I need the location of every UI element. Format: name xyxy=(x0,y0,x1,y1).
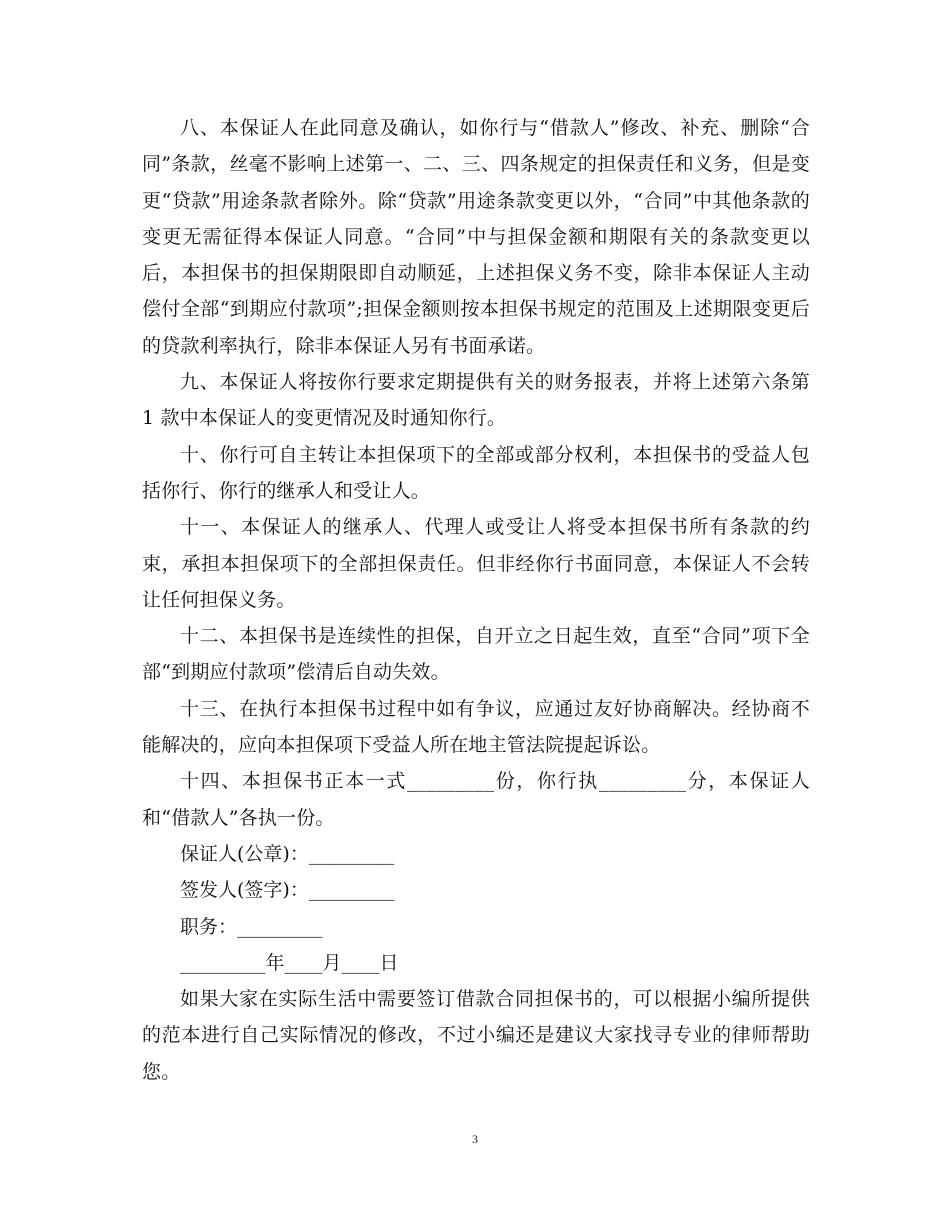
clause-10-paragraph: 十、你行可自主转让本担保项下的全部或部分权利，本担保书的受益人包括你行、你行的继承人和受让人。 xyxy=(142,443,810,502)
clause-9-paragraph: 九、本保证人将按你行要求定期提供有关的财务报表，并将上述第六条第 1 款中本保证人的变更情况及时通知你行。 xyxy=(142,371,810,430)
guarantor-seal-line: 保证人(公章)：_________ xyxy=(180,842,395,865)
position-line: 职务：_________ xyxy=(180,915,323,938)
page-number: 3 xyxy=(472,1132,478,1146)
clause-13-paragraph: 十三、在执行本担保书过程中如有争议，应通过友好协商解决。经协商不能解决的，应向本担保项下受益人所在地主管法院提起诉讼。 xyxy=(142,697,810,757)
closing-paragraph: 如果大家在实际生活中需要签订借款合同担保书的，可以根据小编所提供的范本进行自己实际情况的修改，不过小编还是建议大家找寻专业的律师帮助您。 xyxy=(142,988,810,1083)
clause-8-paragraph: 八、本保证人在此同意及确认，如你行与“借款人”修改、补充、删除“合同”条款，丝毫不影响上述第一、二、三、四条规定的担保责任和义务，但是变更“贷款”用途条款者除外。除“贷款”用途条款变更以外，“合同”中其他条款的变更无需征得本保证人同意。“合同”中与担保金额和期限有关的条款变更以后，本担保书的担保期限即自动顺延，上述担保义务不变，除非本保证人主动偿付全部“到期应付款项”;担保金额则按本担保书规定的范围及上述期限变更后的贷款利率执行，除非本保证人另有书面承诺。 xyxy=(142,117,810,357)
clause-14-paragraph: 十四、本担保书正本一式_________份，你行执_________分，本保证人和“借款人”各执一份。 xyxy=(142,770,810,829)
document-body xyxy=(142,110,810,1090)
signer-signature-line: 签发人(签字)：_________ xyxy=(180,879,395,902)
clause-11-paragraph: 十一、本保证人的继承人、代理人或受让人将受本担保书所有条款的约束，承担本担保项下的全部担保责任。但非经你行书面同意，本保证人不会转让任何担保义务。 xyxy=(142,516,810,611)
clause-12-paragraph: 十二、本担保书是连续性的担保，自开立之日起生效，直至“合同”项下全部“到期应付款项”偿清后自动失效。 xyxy=(142,625,810,684)
date-line: _________年____月____日 xyxy=(180,951,399,974)
